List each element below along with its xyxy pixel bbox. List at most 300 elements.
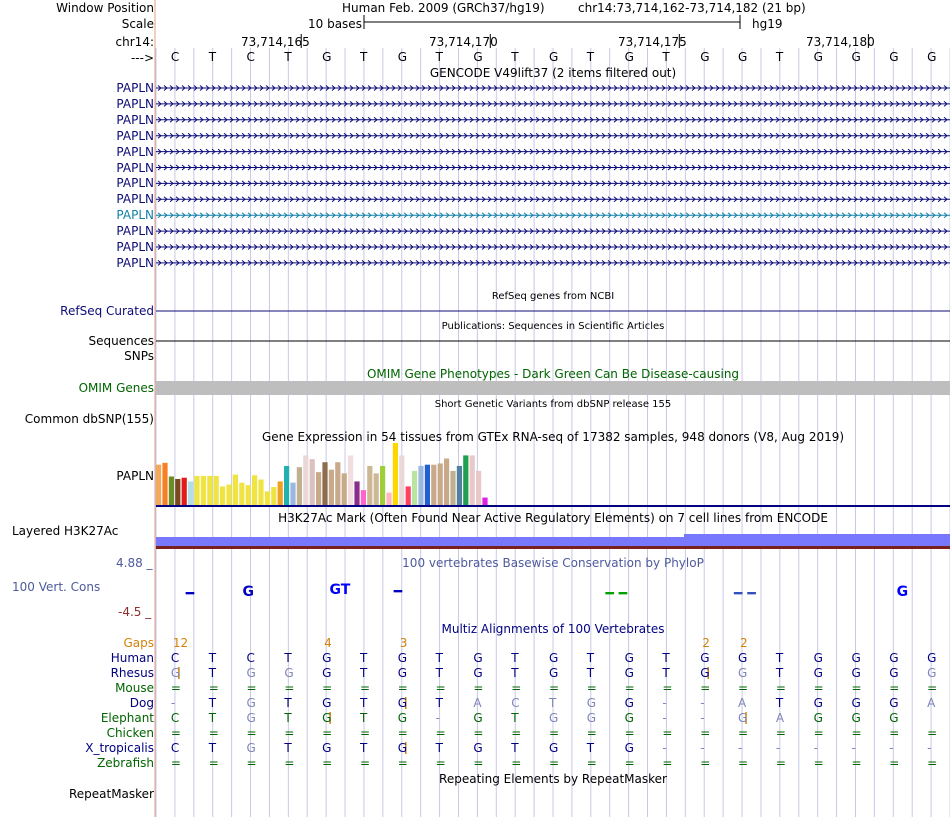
species-label[interactable]: Chicken xyxy=(106,726,154,740)
omim-bar xyxy=(156,381,950,395)
aligned-base: G xyxy=(397,741,408,755)
repeatmasker-track-title: Repeating Elements by RepeatMasker xyxy=(439,772,667,786)
aligned-base: T xyxy=(511,711,519,725)
gtex-tissue-bar xyxy=(258,480,263,505)
gtex-tissue-bar xyxy=(316,472,321,505)
gencode-gene-label[interactable]: PAPLN xyxy=(116,192,154,207)
gtex-tissue-bar xyxy=(406,486,411,505)
gencode-gene-label[interactable]: PAPLN xyxy=(116,128,154,143)
species-label[interactable]: Rhesus xyxy=(110,666,154,680)
aligned-base: = xyxy=(738,726,749,740)
scale-text: 10 bases xyxy=(308,17,362,31)
conservation-glyph: ━ ━ xyxy=(605,586,628,602)
aligned-base: G xyxy=(473,741,483,755)
gtex-tissue-bar xyxy=(214,476,219,505)
aligned-base: G xyxy=(927,651,937,665)
gtex-tissue-bar xyxy=(162,463,167,505)
gtex-tissue-bar xyxy=(233,475,238,505)
aligned-base: = xyxy=(813,726,824,740)
publications-track-title: Publications: Sequences in Scientific Articles xyxy=(441,321,665,332)
aligned-base: G xyxy=(624,711,634,725)
h3k27ac-signal xyxy=(684,534,950,546)
h3k27ac-track-title: H3K27Ac Mark (Often Found Near Active Regulatory Elements) on 7 cell lines from ENCODE xyxy=(278,511,828,525)
aligned-base: T xyxy=(549,696,557,710)
aligned-base: - xyxy=(927,741,932,755)
window-position-label: Window Position xyxy=(56,1,154,15)
gap-count: 12 xyxy=(172,636,189,650)
base-letter: G xyxy=(927,50,937,64)
gtex-tissue-bar xyxy=(278,481,283,505)
gtex-tissue-bar xyxy=(322,462,327,505)
gencode-gene-label[interactable]: PAPLN xyxy=(116,81,154,95)
gtex-tissue-bar xyxy=(220,486,225,505)
gtex-tissue-bar xyxy=(380,466,385,505)
aligned-base: = xyxy=(359,681,370,695)
aligned-base: G xyxy=(889,651,899,665)
aligned-base: = xyxy=(473,756,484,770)
aligned-base: T xyxy=(284,711,292,725)
aligned-base: = xyxy=(359,726,370,740)
aligned-base: G xyxy=(851,696,861,710)
omim-track-label[interactable]: OMIM Genes xyxy=(78,381,154,395)
aligned-base: G xyxy=(322,741,332,755)
aligned-base: = xyxy=(284,726,295,740)
conservation-track-label[interactable]: 100 Vert. Cons xyxy=(12,580,101,594)
multiz-track-title: Multiz Alignments of 100 Vertebrates xyxy=(441,622,665,636)
species-label[interactable]: Human xyxy=(110,651,154,665)
aligned-base: G xyxy=(624,741,634,755)
gtex-tissue-bar xyxy=(207,476,212,505)
aligned-base: - xyxy=(775,741,781,755)
position-title: chr14:73,714,162-73,714,182 (21 bp) xyxy=(578,1,806,15)
gencode-gene-label[interactable]: PAPLN xyxy=(116,144,154,159)
publications-track-label[interactable]: Sequences xyxy=(88,334,154,348)
aligned-base: = xyxy=(549,681,560,695)
snps-track-label[interactable]: SNPs xyxy=(124,349,154,363)
aligned-base: = xyxy=(586,726,597,740)
aligned-base: = xyxy=(511,726,522,740)
aligned-base: T xyxy=(284,696,292,710)
gtex-tissue-bar xyxy=(342,473,347,505)
aligned-base: = xyxy=(397,726,408,740)
aligned-base: T xyxy=(662,651,670,665)
aligned-base: T xyxy=(775,651,784,665)
aligned-base: = xyxy=(927,681,938,695)
aligned-base: G xyxy=(927,666,937,680)
gtex-tissue-bar xyxy=(367,466,372,505)
aligned-base: = xyxy=(624,756,635,770)
base-letter: T xyxy=(435,50,443,64)
aligned-base: = xyxy=(473,681,484,695)
gencode-track-title: GENCODE V49lift37 (2 items filtered out) xyxy=(429,66,677,80)
aligned-base: T xyxy=(435,696,443,710)
base-letter: C xyxy=(170,50,180,64)
gap-count: 4 xyxy=(324,636,332,650)
gtex-tissue-bar xyxy=(399,455,404,505)
aligned-base: T xyxy=(359,711,368,725)
gtex-tissue-bar xyxy=(310,459,315,505)
gtex-tissue-bar xyxy=(194,476,199,505)
aligned-base: G xyxy=(473,666,483,680)
dbsnp-track-title: Short Genetic Variants from dbSNP release 155 xyxy=(434,399,672,410)
aligned-base: = xyxy=(170,756,181,770)
base-letter: G xyxy=(851,50,861,64)
aligned-base: G xyxy=(586,711,597,725)
gtex-tissue-bar xyxy=(226,485,231,505)
base-letter: T xyxy=(284,50,292,64)
gap-count: 2 xyxy=(740,636,748,650)
aligned-base: = xyxy=(549,756,560,770)
gap-count: 2 xyxy=(702,636,710,650)
aligned-base: - xyxy=(170,696,176,710)
h3k27ac-track-label[interactable]: Layered H3K27Ac xyxy=(12,524,119,538)
base-letter: G xyxy=(889,50,899,64)
gtex-tissue-bar xyxy=(335,462,340,505)
base-letter: T xyxy=(208,50,217,64)
aligned-base: = xyxy=(586,681,597,695)
gtex-track-label[interactable]: PAPLN xyxy=(116,469,154,483)
aligned-base: T xyxy=(775,666,784,680)
aligned-base: - xyxy=(435,711,440,725)
aligned-base: A xyxy=(775,711,785,725)
gtex-tissue-bar xyxy=(329,470,334,505)
gtex-tissue-bar xyxy=(361,490,366,505)
aligned-base: G xyxy=(397,696,408,710)
aligned-base: G xyxy=(700,666,710,680)
species-label[interactable]: Dog xyxy=(129,696,154,710)
gtex-tissue-bar xyxy=(297,467,302,505)
gtex-tissue-bar xyxy=(265,491,270,505)
gtex-tissue-bar xyxy=(463,455,468,505)
aligned-base: T xyxy=(284,741,292,755)
refseq-track-label[interactable]: RefSeq Curated xyxy=(60,304,154,318)
aligned-base: G xyxy=(889,696,899,710)
aligned-base: = xyxy=(851,681,862,695)
aligned-base: T xyxy=(435,666,443,680)
aligned-base: G xyxy=(851,711,861,725)
aligned-base: G xyxy=(813,711,823,725)
aligned-base: G xyxy=(889,666,899,680)
chrom-label: chr14: xyxy=(115,35,154,49)
aligned-base: G xyxy=(170,666,181,680)
gtex-tissue-bar xyxy=(182,478,187,505)
gtex-tissue-bar xyxy=(476,471,481,505)
gtex-tissue-bar xyxy=(188,481,193,505)
tick-label: 73,714,165 xyxy=(241,35,310,49)
aligned-base: = xyxy=(889,726,900,740)
gtex-tissue-bar xyxy=(450,471,455,505)
aligned-base: T xyxy=(359,741,368,755)
gtex-tissue-bar xyxy=(470,455,475,505)
aligned-base: - xyxy=(851,741,856,755)
gtex-tissue-bar xyxy=(252,475,257,505)
aligned-base: T xyxy=(359,666,368,680)
aligned-base: G xyxy=(322,711,332,725)
base-letter: G xyxy=(624,50,634,64)
aligned-base: G xyxy=(549,741,559,755)
aligned-base: - xyxy=(662,741,667,755)
aligned-base: C xyxy=(170,711,180,725)
aligned-base: = xyxy=(435,726,446,740)
gencode-gene-label[interactable]: PAPLN xyxy=(116,255,154,270)
aligned-base: = xyxy=(700,726,711,740)
aligned-base: - xyxy=(662,711,667,725)
aligned-base: T xyxy=(359,651,368,665)
conservation-glyph: GT xyxy=(329,582,351,598)
aligned-base: T xyxy=(359,696,368,710)
aligned-base: T xyxy=(775,696,784,710)
aligned-base: - xyxy=(889,741,894,755)
aligned-base: G xyxy=(624,696,634,710)
aligned-base: C xyxy=(511,696,520,710)
gtex-tissue-bar xyxy=(438,463,443,505)
gtex-tissue-bar xyxy=(393,443,398,505)
aligned-base: = xyxy=(322,756,333,770)
aligned-base: T xyxy=(208,711,217,725)
aligned-base: = xyxy=(322,726,333,740)
aligned-base: G xyxy=(397,711,408,725)
aligned-base: = xyxy=(813,681,824,695)
gtex-tissue-bar xyxy=(444,459,449,506)
conservation-glyph: G xyxy=(896,584,909,600)
aligned-base: G xyxy=(813,666,823,680)
repeatmasker-track-label[interactable]: RepeatMasker xyxy=(68,787,154,801)
aligned-base: C xyxy=(170,651,180,665)
aligned-base: = xyxy=(662,681,673,695)
gtex-tissue-bar xyxy=(418,466,423,505)
gtex-tissue-bar xyxy=(239,483,244,505)
gtex-tissue-bar xyxy=(175,479,180,505)
aligned-base: = xyxy=(246,726,257,740)
aligned-base: T xyxy=(586,741,595,755)
assembly-title: Human Feb. 2009 (GRCh37/hg19) xyxy=(342,1,545,15)
aligned-base: = xyxy=(284,756,295,770)
gencode-gene-label[interactable]: PAPLN xyxy=(116,112,154,127)
aligned-base: = xyxy=(889,756,900,770)
aligned-base: = xyxy=(511,756,522,770)
aligned-base: = xyxy=(284,681,295,695)
base-letter: G xyxy=(322,50,332,64)
gtex-tissue-bar xyxy=(354,481,359,505)
gtex-tissue-bar xyxy=(290,483,295,505)
aligned-base: = xyxy=(775,681,786,695)
aligned-base: G xyxy=(549,711,559,725)
aligned-base: G xyxy=(624,651,634,665)
aligned-base: = xyxy=(170,681,181,695)
aligned-base: T xyxy=(208,666,217,680)
base-letter: G xyxy=(700,50,710,64)
aligned-base: - xyxy=(700,696,705,710)
aligned-base: G xyxy=(738,711,748,725)
aligned-base: = xyxy=(511,681,522,695)
scale-db: hg19 xyxy=(752,17,783,31)
aligned-base: C xyxy=(246,651,255,665)
aligned-base: - xyxy=(813,741,818,755)
species-label[interactable]: Mouse xyxy=(115,681,154,695)
aligned-base: = xyxy=(473,726,484,740)
conservation-max-label: 4.88 _ xyxy=(116,556,153,570)
aligned-base: G xyxy=(246,741,256,755)
gtex-tissue-bar xyxy=(348,455,353,505)
aligned-base: G xyxy=(549,651,559,665)
aligned-base: = xyxy=(700,681,711,695)
aligned-base: T xyxy=(435,741,443,755)
aligned-base: G xyxy=(738,666,748,680)
gtex-tissue-bar xyxy=(425,465,430,505)
aligned-base: G xyxy=(813,651,823,665)
aligned-base: = xyxy=(246,681,257,695)
aligned-base: = xyxy=(359,756,370,770)
gencode-gene-label[interactable]: PAPLN xyxy=(116,160,154,175)
aligned-base: = xyxy=(775,756,786,770)
gencode-gene-label[interactable]: PAPLN xyxy=(116,176,154,191)
aligned-base: T xyxy=(511,651,519,665)
aligned-base: = xyxy=(549,726,560,740)
aligned-base: G xyxy=(246,666,256,680)
conservation-track-title: 100 vertebrates Basewise Conservation by PhyloP xyxy=(402,556,704,570)
aligned-base: = xyxy=(851,756,862,770)
h3k27ac-signal xyxy=(156,537,684,546)
tick-label: 73,714,175 xyxy=(618,35,687,49)
gtex-tissue-bar xyxy=(386,493,391,505)
aligned-base: G xyxy=(322,696,332,710)
aligned-base: = xyxy=(813,756,824,770)
gtex-tissue-bar xyxy=(303,455,308,505)
aligned-base: = xyxy=(208,756,219,770)
aligned-base: = xyxy=(738,756,749,770)
conservation-glyph: ━ xyxy=(185,586,195,602)
base-letter: G xyxy=(813,50,823,64)
aligned-base: T xyxy=(511,741,519,755)
gencode-gene-label[interactable]: PAPLN xyxy=(116,208,154,223)
conservation-glyph: ━ xyxy=(393,584,403,600)
aligned-base: T xyxy=(284,651,292,665)
gtex-tissue-bar xyxy=(271,487,276,505)
gtex-tissue-bar xyxy=(457,466,462,505)
aligned-base: G xyxy=(624,666,634,680)
aligned-base: = xyxy=(586,756,597,770)
gtex-tissue-bar xyxy=(156,465,161,505)
base-letter: T xyxy=(586,50,595,64)
base-letter: C xyxy=(246,50,255,64)
aligned-base: T xyxy=(586,651,595,665)
aligned-base: = xyxy=(927,756,938,770)
aligned-base: - xyxy=(738,741,743,755)
dbsnp-track-label[interactable]: Common dbSNP(155) xyxy=(24,412,154,426)
gtex-tissue-bar xyxy=(412,471,417,505)
species-label[interactable]: X_tropicalis xyxy=(85,741,154,755)
tick-label: 73,714,180 xyxy=(806,35,875,49)
gaps-label: Gaps xyxy=(123,636,154,650)
conservation-glyph: G xyxy=(242,584,255,600)
aligned-base: G xyxy=(700,651,710,665)
aligned-base: G xyxy=(889,711,899,725)
aligned-base: G xyxy=(586,696,597,710)
aligned-base: A xyxy=(473,696,482,710)
gtex-tissue-bar xyxy=(431,465,436,505)
gtex-tissue-bar xyxy=(201,476,206,505)
aligned-base: G xyxy=(473,651,483,665)
aligned-base: G xyxy=(549,666,559,680)
aligned-base: = xyxy=(700,756,711,770)
aligned-base: = xyxy=(435,756,446,770)
aligned-base: G xyxy=(851,666,861,680)
aligned-base: = xyxy=(397,756,408,770)
strand-label: ---> xyxy=(130,51,154,65)
aligned-base: T xyxy=(208,651,217,665)
gtex-tissue-bar xyxy=(169,476,174,505)
aligned-base: = xyxy=(851,726,862,740)
aligned-base: = xyxy=(322,681,333,695)
aligned-base: = xyxy=(435,681,446,695)
base-letter: G xyxy=(397,50,408,64)
aligned-base: G xyxy=(738,651,748,665)
scale-label: Scale xyxy=(121,17,154,31)
base-letter: T xyxy=(511,50,519,64)
base-letter: G xyxy=(738,50,748,64)
aligned-base: C xyxy=(170,741,180,755)
aligned-base: = xyxy=(927,726,938,740)
aligned-base: T xyxy=(511,666,519,680)
base-letter: T xyxy=(662,50,670,64)
conservation-min-label: -4.5 _ xyxy=(118,605,152,619)
base-letter: G xyxy=(473,50,483,64)
aligned-base: = xyxy=(624,681,635,695)
tick-label: 73,714,170 xyxy=(429,35,498,49)
aligned-base: G xyxy=(322,651,332,665)
species-label[interactable]: Zebrafish xyxy=(97,756,154,770)
aligned-base: G xyxy=(397,666,408,680)
aligned-base: = xyxy=(775,726,786,740)
omim-track-title: OMIM Gene Phenotypes - Dark Green Can Be Disease-causing xyxy=(366,367,740,381)
gtex-track-title: Gene Expression in 54 tissues from GTEx RNA-seq of 17382 samples, 948 donors (V8, Aug 2019) xyxy=(261,430,845,444)
base-letter: T xyxy=(359,50,368,64)
aligned-base: = xyxy=(662,756,673,770)
aligned-base: T xyxy=(208,741,217,755)
aligned-base: A xyxy=(738,696,747,710)
aligned-base: T xyxy=(662,666,670,680)
aligned-base: = xyxy=(208,726,219,740)
aligned-base: = xyxy=(246,756,257,770)
aligned-base: T xyxy=(586,666,595,680)
conservation-glyph: ━ ━ xyxy=(734,586,756,602)
gencode-gene-label[interactable]: PAPLN xyxy=(116,224,154,239)
gtex-tissue-bar xyxy=(482,498,487,505)
aligned-base: = xyxy=(662,726,673,740)
refseq-track-title: RefSeq genes from NCBI xyxy=(491,291,615,302)
gtex-tissue-bar xyxy=(374,473,379,505)
aligned-base: A xyxy=(927,696,936,710)
aligned-base: - xyxy=(662,696,667,710)
aligned-base: G xyxy=(813,696,823,710)
aligned-base: = xyxy=(889,681,900,695)
base-letter: T xyxy=(775,50,784,64)
aligned-base: - xyxy=(700,741,705,755)
aligned-base: T xyxy=(208,696,217,710)
aligned-base: T xyxy=(435,651,443,665)
aligned-base: = xyxy=(170,726,181,740)
aligned-base: G xyxy=(397,651,408,665)
aligned-base: G xyxy=(246,696,256,710)
aligned-base: = xyxy=(738,681,749,695)
gap-count: 3 xyxy=(399,636,408,650)
base-letter: G xyxy=(549,50,559,64)
aligned-base: = xyxy=(208,681,219,695)
gencode-gene-label[interactable]: PAPLN xyxy=(116,240,154,254)
species-label[interactable]: Elephant xyxy=(100,711,154,725)
h3k27ac-baseline xyxy=(156,546,950,549)
gencode-gene-label[interactable]: PAPLN xyxy=(116,96,154,111)
